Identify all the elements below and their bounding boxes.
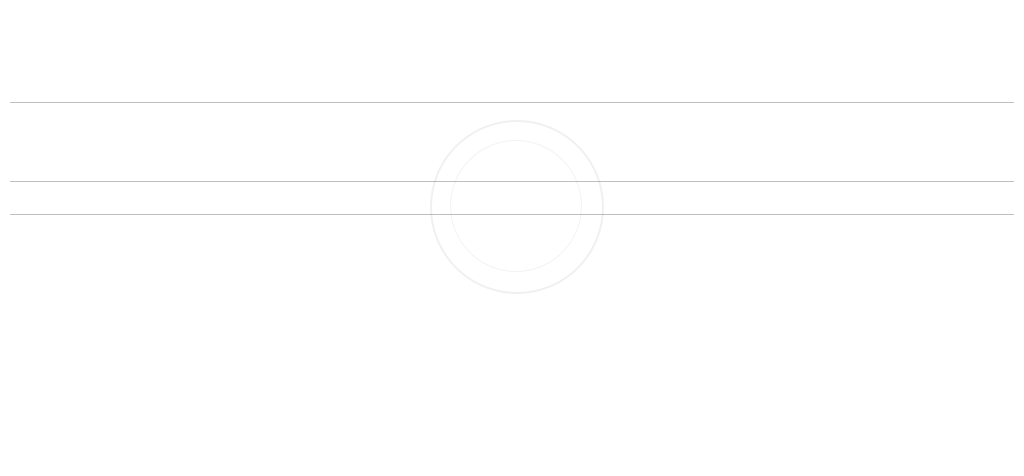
notice-title xyxy=(10,6,1014,20)
section-divider xyxy=(10,181,1014,182)
section-divider xyxy=(10,102,1014,103)
share-determination-paragraph xyxy=(10,190,1014,204)
property-description xyxy=(10,78,1014,92)
expert-opinion-body xyxy=(10,133,1014,147)
auction-terms-paragraph xyxy=(10,223,1014,237)
property-heading xyxy=(10,56,1014,70)
valuation-paragraph xyxy=(10,157,1014,171)
expert-opinion-heading xyxy=(10,111,1014,125)
intro-paragraph xyxy=(10,32,1014,46)
section-divider xyxy=(10,214,1014,215)
